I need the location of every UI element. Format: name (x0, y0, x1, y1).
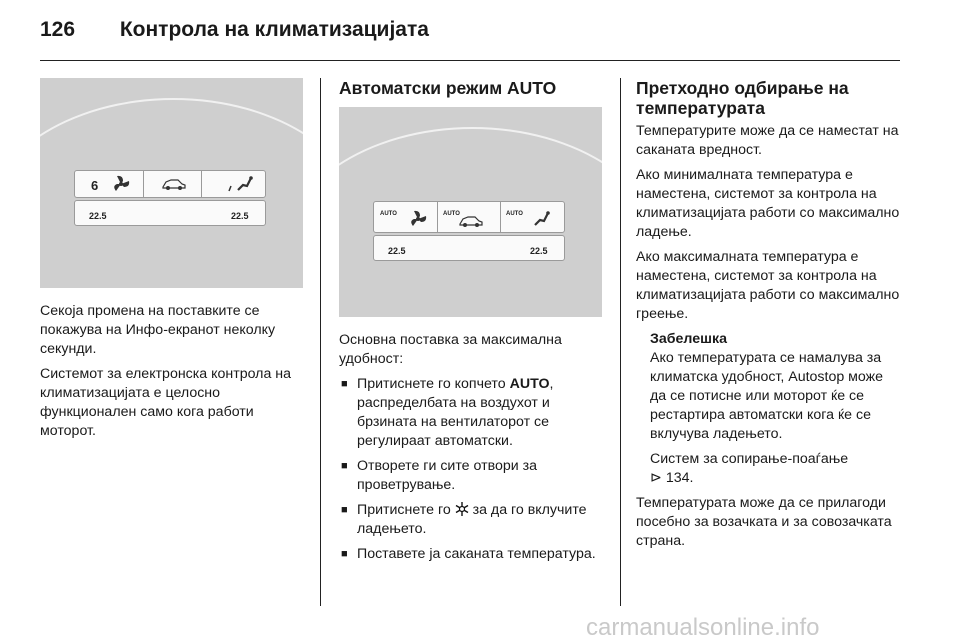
display-bottom-row (373, 235, 565, 261)
reference-text: Систем за сопирање-поаѓање (650, 451, 849, 467)
display-top-row (373, 201, 565, 233)
paragraph: Системот за електронска контрола на климатизацијата е целосно функционален само кога работи моторот. (40, 366, 292, 439)
temperature-left: 22.5 (388, 246, 406, 256)
auto-label: AUTO (380, 211, 397, 217)
paragraph: Ако минималната температура е наместена, системот за контрола на климатизацијата работи со максимално ладење. (636, 167, 900, 240)
note-title: Забелешка (650, 331, 727, 347)
paragraph: Секоја промена на поставките се покажува на Инфо-екранот неколку секунди. (40, 303, 276, 357)
reference-link[interactable]: 134. (665, 470, 694, 486)
display-top-row (74, 170, 266, 198)
display-figure-2 (339, 107, 602, 317)
seat-heat-icon (524, 210, 552, 228)
temperature-right: 22.5 (231, 211, 249, 221)
seat-heat-icon (227, 175, 255, 193)
fan-icon (111, 175, 131, 193)
page-title: Контрола на климатизацијата (119, 18, 429, 41)
fan-icon (408, 210, 428, 228)
section-heading: Претходно одбирање на температурата (636, 78, 849, 118)
paragraph: Температурите може да се наместат на саканата вредност. (636, 123, 899, 158)
list-item: ■ Поставете ја саканата температура. (339, 545, 609, 564)
right-column (636, 78, 902, 557)
note-text: Ако температурата се намалува за климатска удобност, Autostop може да се потисне или моторот ќе се рестартира автоматски кога ќе се вклучува ладењето. (650, 350, 884, 442)
watermark: carmanualsonline.info (586, 614, 820, 641)
auto-label: AUTO (443, 211, 460, 217)
snowflake-icon (455, 502, 469, 516)
page-number: 126 (40, 18, 76, 41)
left-column (40, 78, 306, 447)
auto-button-label: AUTO (509, 376, 550, 392)
display-bottom-row (74, 200, 266, 226)
temperature-left: 22.5 (89, 211, 107, 221)
intro-text: Основна поставка за максимална удобност: (339, 332, 562, 367)
column-divider-1 (320, 78, 321, 606)
display-figure-1 (40, 78, 303, 288)
temperature-right: 22.5 (530, 246, 548, 256)
note-reference (650, 450, 902, 488)
auto-label: AUTO (506, 211, 523, 217)
header-rule (40, 60, 900, 61)
column-divider-2 (620, 78, 621, 606)
middle-column (339, 78, 609, 570)
page-ref-arrow-icon: ⊳ (650, 470, 662, 486)
list-item: ■ Отворете ги сите отвори за проветрување. (339, 457, 609, 495)
bullet-list (339, 375, 609, 564)
paragraph: Температурата може да се прилагоди посебно за возачката и за совозачката страна. (636, 495, 892, 549)
paragraph: Ако максималната температура е наместена, системот за контрола на климатизацијата работи со максимално греење. (636, 249, 900, 322)
car-icon (458, 214, 484, 228)
list-item: ■ Притиснете го за да го вклучите ладењето. (339, 501, 609, 539)
car-icon (161, 177, 187, 191)
list-item: ■ Притиснете го копчето AUTO, распределбата на воздухот и брзината на вентилаторот се регулираат автоматски. (339, 375, 609, 451)
note-box (636, 330, 902, 488)
section-heading: Автоматски режим AUTO (339, 78, 557, 98)
fan-level: 6 (91, 178, 99, 193)
page-header (40, 18, 429, 42)
